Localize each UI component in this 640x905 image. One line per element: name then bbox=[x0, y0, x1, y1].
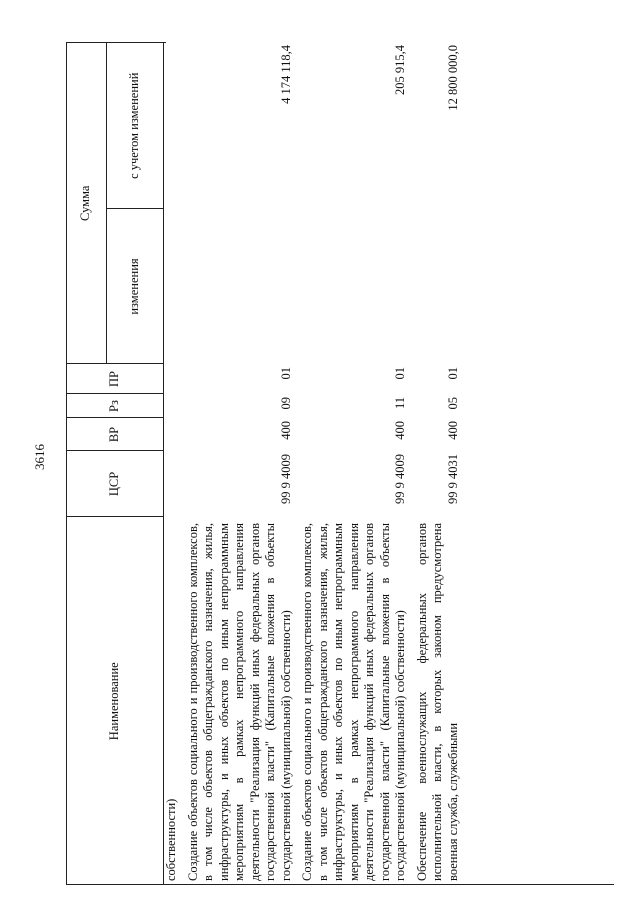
row-name: Обеспечение военнослужащих федеральных органов исполнительной власти, в которых законом предусмотрена военная служба, служебными bbox=[414, 523, 460, 881]
row-rz: 11 bbox=[393, 397, 407, 410]
row-vr bbox=[164, 418, 180, 451]
table-row bbox=[180, 43, 295, 885]
row-vr: 400 bbox=[445, 421, 460, 440]
budget-table-container bbox=[66, 43, 614, 885]
row-change bbox=[294, 209, 409, 364]
row-rz: 09 bbox=[278, 397, 293, 410]
header-csr: ЦСР bbox=[66, 451, 164, 517]
row-name: собственности) bbox=[164, 798, 178, 881]
row-csr: 99 9 4009 bbox=[393, 454, 407, 504]
row-pr: 01 bbox=[278, 367, 293, 380]
header-name: Наименование bbox=[66, 517, 164, 885]
row-change bbox=[180, 209, 295, 364]
row-vr: 400 bbox=[278, 421, 293, 440]
header-sum: Сумма bbox=[66, 43, 107, 364]
row-total: 12 800 000,0 bbox=[445, 45, 460, 111]
row-total: 4 174 118,4 bbox=[278, 45, 293, 104]
row-pr: 01 bbox=[393, 367, 407, 380]
budget-table bbox=[66, 43, 461, 885]
header-vr: ВР bbox=[66, 418, 164, 451]
header-pr: ПР bbox=[66, 364, 164, 394]
row-total bbox=[164, 43, 180, 209]
row-csr bbox=[164, 451, 180, 517]
row-name: Создание объектов социального и производственного комплексов, в том числе объектов общегражданского назначения, жилья, инфраструктуры, и иных объектов по иным непрограммным мероприятиям в рамках непрограммного направления деятельности "Реализация функций иных федеральных органов государственной власти" (Капитальные вложения в объекты государственной (муниципальной) собственности) bbox=[300, 523, 407, 881]
page-number: 3616 bbox=[32, 444, 47, 470]
row-change bbox=[164, 209, 180, 364]
row-change bbox=[409, 209, 462, 364]
row-total: 205 915,4 bbox=[393, 45, 407, 95]
row-vr: 400 bbox=[393, 421, 407, 440]
row-pr: 01 bbox=[445, 367, 460, 380]
row-pr bbox=[164, 364, 180, 394]
row-name: Создание объектов социального и производственного комплексов, в том числе объектов общегражданского назначения, жилья, инфраструктуры, и иных объектов по иным непрограммным мероприятиям в рамках непрограммного направления деятельности "Реализация функций иных федеральных органов государственной власти" (Капитальные вложения в объекты государственной (муниципальной) собственности) bbox=[185, 523, 293, 881]
row-rz bbox=[164, 394, 180, 418]
table-row bbox=[294, 43, 409, 885]
row-rz: 05 bbox=[445, 397, 460, 410]
table-row bbox=[164, 43, 180, 885]
header-change: изменения bbox=[107, 209, 164, 364]
row-csr: 99 9 4009 bbox=[278, 454, 293, 504]
header-with-changes: с учетом изменений bbox=[107, 43, 164, 209]
row-csr: 99 9 4031 bbox=[445, 454, 460, 504]
table-row bbox=[409, 43, 462, 885]
header-rz: Рз bbox=[66, 394, 164, 418]
